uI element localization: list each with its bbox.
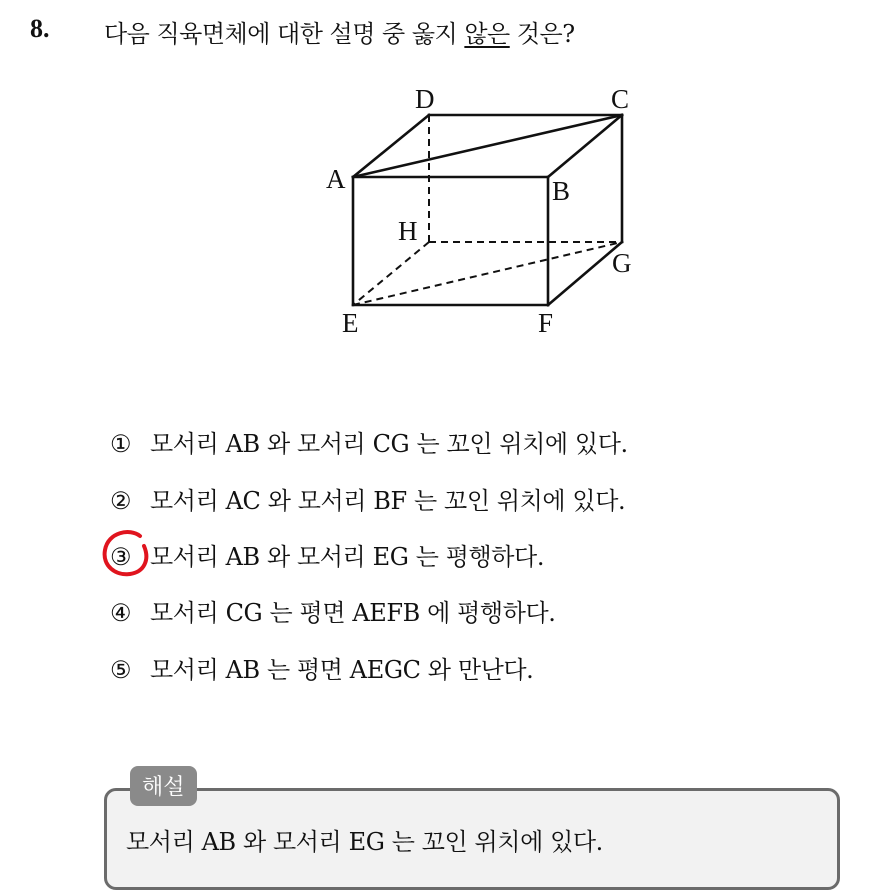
question-text (104, 14, 575, 49)
choice-4-mark: ④ (110, 599, 132, 627)
choice-3-text: 모서리 AB 와 모서리 EG 는 평행하다. (150, 543, 545, 571)
choice-5[interactable] (110, 650, 533, 685)
choice-4-text: 모서리 CG 는 평면 AEFB 에 평행하다. (150, 599, 556, 627)
question-text-before: 다음 직육면체에 대한 설명 중 옳지 (104, 20, 465, 48)
choice-5-text: 모서리 AB 는 평면 AEGC 와 만난다. (150, 656, 534, 684)
choice-2-mark: ② (110, 487, 132, 515)
vertex-label-D: D (415, 84, 435, 114)
explanation-label: 해설 (130, 766, 197, 806)
diagonal-AC (353, 115, 622, 177)
vertex-label-F: F (538, 308, 554, 338)
choice-1[interactable] (110, 424, 628, 459)
answer-circle-mark (100, 528, 152, 580)
cuboid-figure (320, 80, 650, 340)
choice-1-text: 모서리 AB 와 모서리 CG 는 꼬인 위치에 있다. (150, 430, 628, 458)
choice-4[interactable] (110, 593, 556, 628)
vertex-label-G: G (612, 248, 632, 278)
vertex-label-C: C (611, 84, 630, 114)
explanation-text: 모서리 AB 와 모서리 EG 는 꼬인 위치에 있다. (126, 828, 603, 856)
question-text-underlined: 않은 (464, 20, 510, 48)
vertex-label-H: H (398, 216, 418, 246)
hidden-diagonal-EG (353, 242, 622, 305)
vertex-label-A: A (326, 164, 346, 194)
question-number: 8. (30, 14, 50, 43)
vertex-label-E: E (342, 308, 359, 338)
question-text-after: 것은? (509, 20, 575, 48)
choice-3-mark: ③ (110, 543, 132, 571)
choice-2-text: 모서리 AC 와 모서리 BF 는 꼬인 위치에 있다. (150, 487, 626, 515)
choice-2[interactable] (110, 481, 625, 516)
choice-1-mark: ① (110, 430, 132, 458)
choice-5-mark: ⑤ (110, 656, 132, 684)
edge-GF (548, 242, 622, 305)
choice-3[interactable] (110, 537, 544, 572)
vertex-label-B: B (552, 176, 571, 206)
